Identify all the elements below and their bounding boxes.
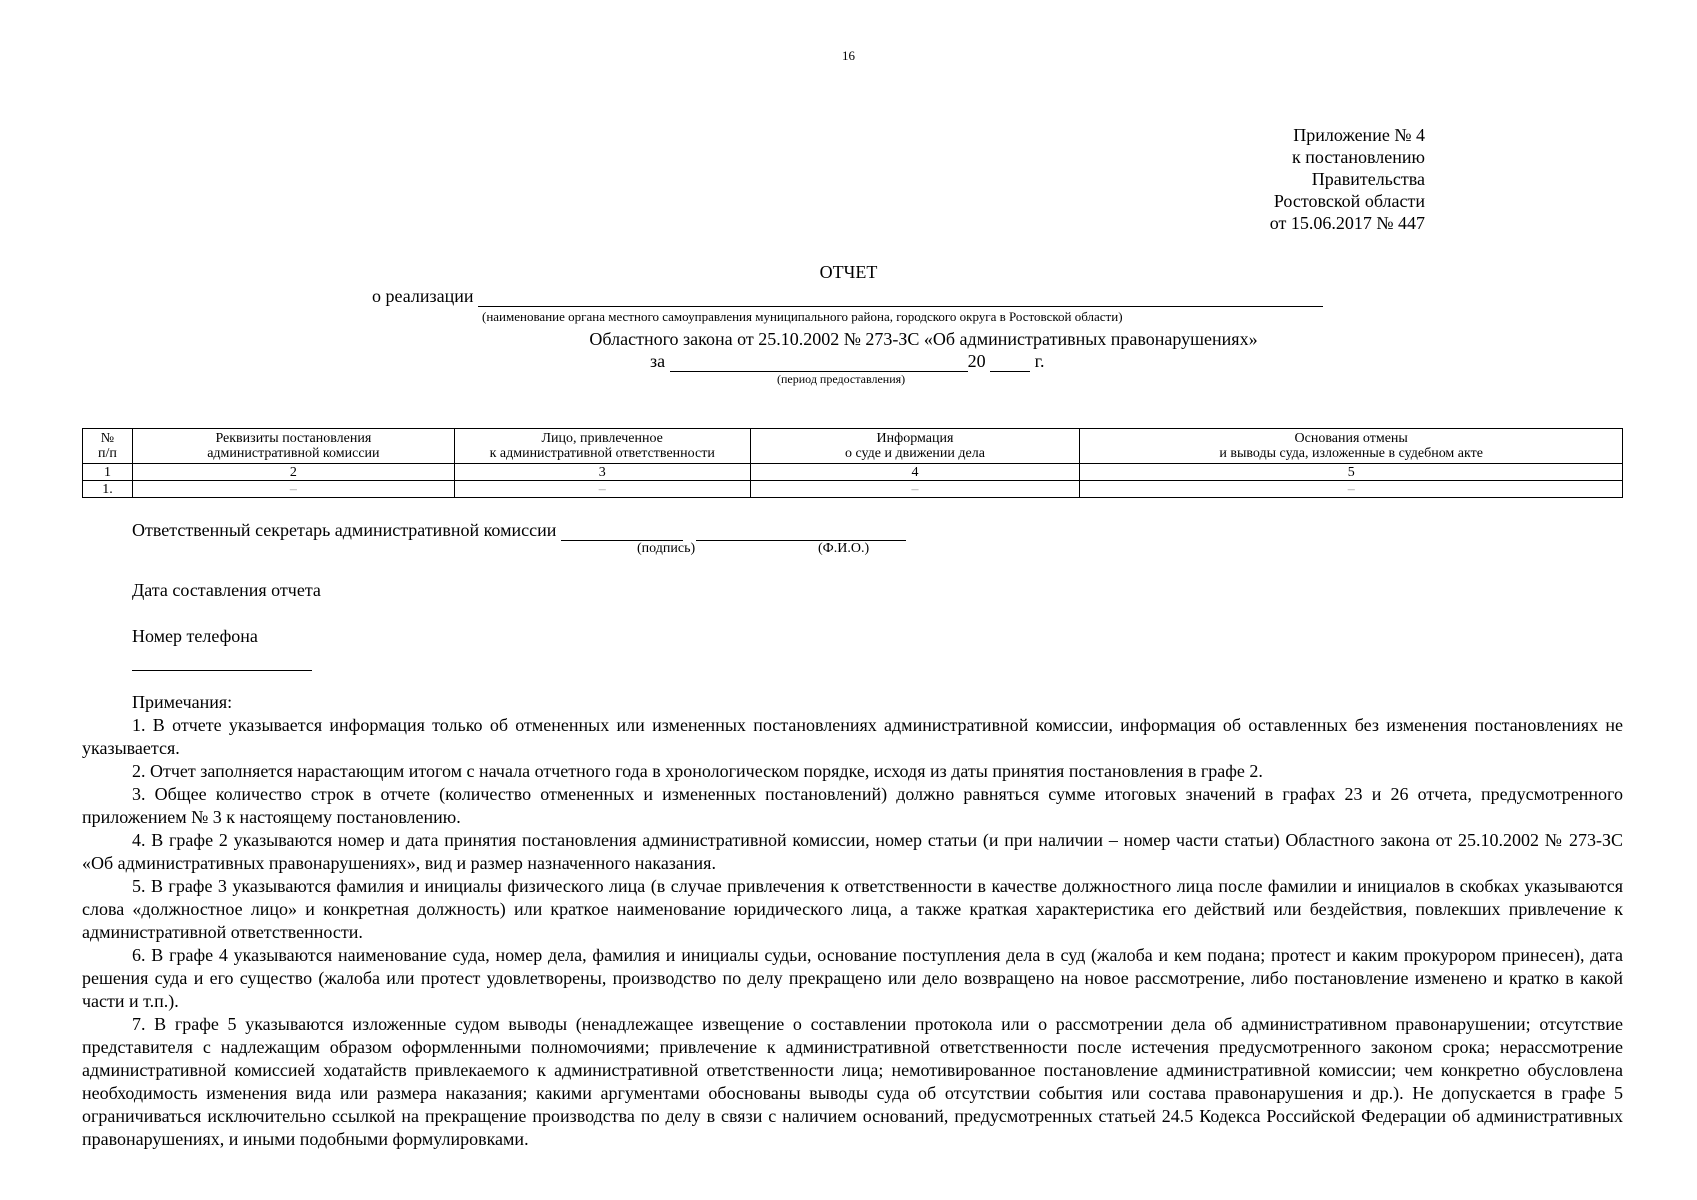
signature-line <box>132 520 906 541</box>
signature-label: Ответственный секретарь административной комиссии <box>132 520 557 540</box>
name-caption: (Ф.И.О.) <box>818 541 870 556</box>
period-prefix: за <box>650 351 666 371</box>
note-item: 6. В графе 4 указываются наименование суда, номер дела, фамилия и инициалы судьи, основание поступления дела в суд (жалоба и кем подана; протест и каким прокурором принесен), дата решения суда и его существо (жалоба или протест удовлетворены, производство по делу прекращено или дело возвращено на новое рассмотрение, либо постановление изменено и кратко в какой части и т.п.). <box>82 945 1623 1011</box>
header-cell: Реквизиты постановления административной комиссии <box>132 429 454 464</box>
column-number: 3 <box>454 464 750 481</box>
annex-line: Ростовской области <box>1273 191 1425 211</box>
table-number-row <box>83 464 1623 481</box>
page-number: 16 <box>842 48 855 63</box>
note-item: 4. В графе 2 указываются номер и дата принятия постановления административной комиссии, номер статьи (и при наличии – номер части статьи) Областного закона от 25.10.2002 № 273-ЗС «Об административных правонарушениях», вид и размер назначенного наказания. <box>82 830 1623 873</box>
signature-blank <box>561 522 683 541</box>
header-cell: № п/п <box>83 429 133 464</box>
realization-label: о реализации <box>372 286 474 306</box>
annex-line: Приложение № 4 <box>1293 125 1425 145</box>
period-suffix: г. <box>1034 351 1045 371</box>
header-cell: Информация о суде и движении дела <box>750 429 1080 464</box>
law-line: Областного закона от 25.10.2002 № 273-ЗС «Об административных правонарушениях» <box>589 329 1258 349</box>
annex-line: Правительства <box>1311 169 1425 189</box>
period-year-prefix: 20 <box>967 351 986 371</box>
table-cell: – <box>454 481 750 498</box>
name-blank <box>696 522 906 541</box>
period-blank <box>670 353 968 372</box>
note-item: 3. Общее количество строк в отчете (количество отмененных и измененных постановлений) должно равняться сумме итоговых значений в графах 23 и 26 отчета, предусмотренного приложением № 3 к настоящему постановлению. <box>82 784 1623 827</box>
realization-caption: (наименование органа местного самоуправления муниципального района, городского округа в Ростовской области) <box>482 309 1123 324</box>
table-header-row <box>83 429 1623 464</box>
signature-caption: (подпись) <box>637 541 696 556</box>
annex-line: от 15.06.2017 № 447 <box>1269 213 1425 233</box>
header-cell: Лицо, привлеченное к административной ответственности <box>454 429 750 464</box>
annex-line: к постановлению <box>1292 147 1425 167</box>
notes-section <box>82 691 1623 1151</box>
note-item: 2. Отчет заполняется нарастающим итогом с начала отчетного года в хронологическом порядке, исходя из даты принятия постановления в графе 2. <box>132 761 1263 781</box>
notes-heading: Примечания: <box>132 692 233 712</box>
note-item: 5. В графе 3 указываются фамилия и инициалы физического лица (в случае привлечения к ответственности в качестве должностного лица после фамилии и инициалов в скобках указываются слова «должностное лицо» и конкретная должность) или краткое наименование юридического лица, а также краткая характеристика его действий или бездействия, повлекших привлечение к административной ответственности. <box>82 876 1623 942</box>
date-label: Дата составления отчета <box>132 580 321 600</box>
table-cell: 1. <box>83 481 133 498</box>
realization-line <box>372 286 1323 307</box>
column-number: 5 <box>1080 464 1623 481</box>
document-title: ОТЧЕТ <box>819 262 878 282</box>
table-cell: – <box>750 481 1080 498</box>
period-caption: (период предоставления) <box>777 372 906 386</box>
realization-blank <box>478 288 1323 307</box>
year-blank <box>990 353 1030 372</box>
note-item: 7. В графе 5 указываются изложенные судом выводы (ненадлежащее извещение о составлении протокола или о рассмотрении дела об административном правонарушении; отсутствие представителя с надлежащим образом оформленными полномочиями; привлечение к административной ответственности после истечения предусмотренного законом срока; нерассмотрение административной комиссией ходатайств привлекаемого к административной ответственности лица; немотивированное постановление административной комиссии; чем конкретно обусловлена необходимость изменения вида или размера наказания; какими аргументами обоснованы выводы суда об отсутствии события или состава правонарушения и др.). Не допускается в графе 5 ограничиваться исключительно ссылкой на прекращение производства по делу в связи с наличием оснований, предусмотренных статьей 24.5 Кодекса Российской Федерации об административных правонарушениях, и иными подобными формулировками. <box>82 1014 1623 1149</box>
phone-label: Номер телефона <box>132 626 258 646</box>
header-cell: Основания отмены и выводы суда, изложенные в судебном акте <box>1080 429 1623 464</box>
phone-blank <box>132 670 312 671</box>
column-number: 2 <box>132 464 454 481</box>
column-number: 1 <box>83 464 133 481</box>
report-table <box>82 428 1623 498</box>
table-cell: – <box>1080 481 1623 498</box>
period-line <box>650 351 1044 372</box>
table-cell: – <box>132 481 454 498</box>
column-number: 4 <box>750 464 1080 481</box>
table-row <box>83 481 1623 498</box>
note-item: 1. В отчете указывается информация только об отмененных или измененных постановлениях административной комиссии, информация об оставленных без изменения постановлениях не указывается. <box>82 715 1623 758</box>
annex-block <box>1270 124 1425 234</box>
